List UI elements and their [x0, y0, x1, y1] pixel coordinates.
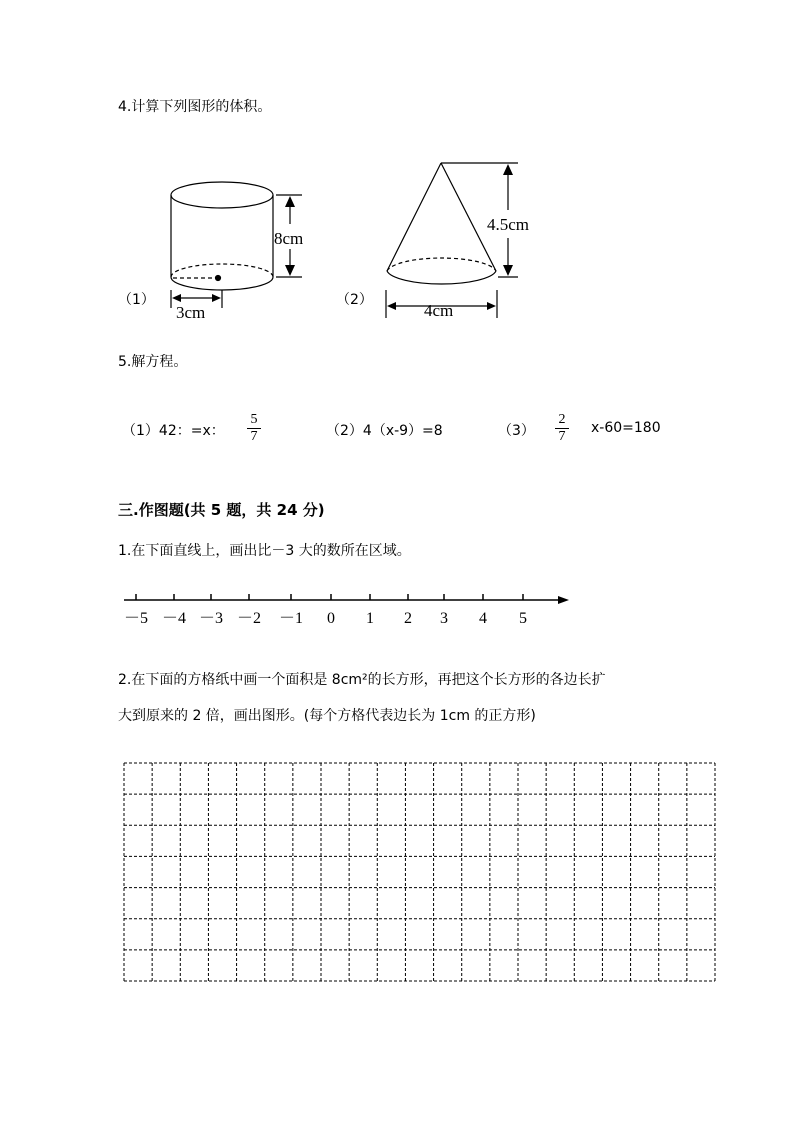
tick-label: 3 [440, 610, 448, 627]
q4-title: 4.计算下列图形的体积。 [118, 99, 272, 115]
cylinder-height-label: 8cm [274, 229, 304, 248]
cone-diameter-label: 4cm [424, 301, 454, 320]
eq1-frac-num: 5 [250, 412, 258, 427]
eq1-frac-den: 7 [250, 429, 258, 444]
tick-label: －4 [161, 610, 187, 627]
eq2: （2）4（x-9）=8 [326, 423, 443, 439]
tick-label: 5 [519, 610, 527, 627]
eq3-frac-den: 7 [558, 429, 566, 444]
eq3-frac-num: 2 [558, 412, 566, 427]
tick-label: －3 [198, 610, 224, 627]
tick-label: 2 [404, 610, 412, 627]
tick-label: －5 [123, 610, 149, 627]
tick-label: 4 [479, 610, 487, 627]
eq1-label: （1）42：=x： [122, 423, 225, 439]
s3-q1-title: 1.在下面直线上，画出比－3 大的数所在区域。 [118, 543, 411, 559]
tick-label: 1 [366, 610, 374, 627]
q5-title: 5.解方程。 [118, 354, 188, 370]
eq3-rest: x-60=180 [591, 420, 661, 436]
fig1-label: （1） [118, 292, 155, 308]
tick-label: －2 [236, 610, 262, 627]
s3-q2-line2: 大到原来的 2 倍，画出图形。(每个方格代表边长为 1cm 的正方形) [118, 708, 536, 724]
tick-label: 0 [327, 610, 335, 627]
s3-q2-line1: 2.在下面的方格纸中画一个面积是 8cm²的长方形，再把这个长方形的各边长扩 [118, 672, 606, 688]
section3-title: 三.作图题(共 5 题，共 24 分) [118, 501, 325, 519]
fig2-label: （2） [336, 292, 373, 308]
cone-height-label: 4.5cm [487, 215, 530, 234]
tick-label: －1 [278, 610, 304, 627]
cylinder-radius-label: 3cm [176, 303, 206, 322]
eq3-label: （3） [498, 423, 535, 439]
